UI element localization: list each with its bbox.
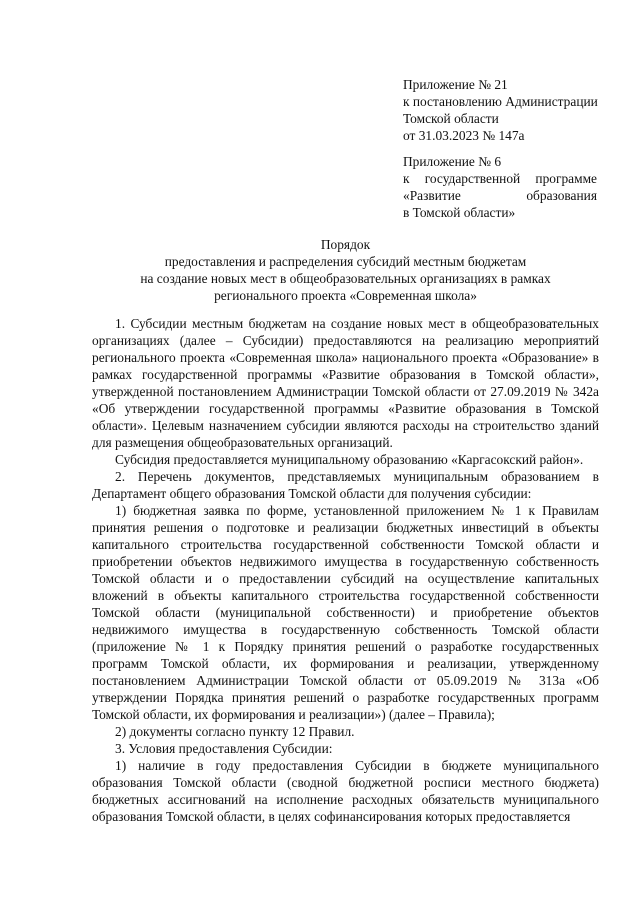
- paragraph-2-item-2: 2) документы согласно пункту 12 Правил.: [115, 724, 355, 739]
- paragraph-recipient: Субсидия предоставляется муниципальному образованию «Каргасокский район».: [115, 452, 584, 467]
- title-line-3: на создание новых мест в общеобразовательных организациях в рамках: [140, 271, 551, 286]
- title-line-4: регионального проекта «Современная школа»: [214, 288, 477, 303]
- appendix-21-block: [403, 76, 597, 144]
- appendix-21-resolution: к постановлению Администрации: [403, 94, 598, 109]
- title-line-2: предоставления и распределения субсидий местным бюджетам: [164, 254, 527, 269]
- paragraph-2-documents: 2. Перечень документов, представляемых муниципальным образованием в Департамент общего образования Томской области для получения субсидии:: [92, 469, 599, 501]
- appendix-6-title: Приложение № 6: [403, 154, 502, 169]
- appendix-21-region: Томской области: [403, 111, 499, 126]
- paragraph-1-subsidies: 1. Субсидии местным бюджетам на создание новых мест в общеобразовательных организациях (далее – Субсидии) предоставляются на реализацию мероприятий регионального проекта «Современная школа» национального проекта «Образование» в рамках государственной программы «Развитие образования в Томской области», утвержденной постановлением Администрации Томской области от 27.09.2019 № 342а «Об утверждении государственной программы «Развитие образования в Томской области». Целевым назначением субсидии являются расходы на строительство зданий для размещения общеобразовательных организаций.: [92, 316, 599, 450]
- document-title: [92, 236, 599, 304]
- appendix-21-date: от 31.03.2023 № 147а: [403, 128, 525, 143]
- paragraph-3-conditions: 3. Условия предоставления Субсидии:: [115, 741, 333, 756]
- paragraph-3-item-1: 1) наличие в году предоставления Субсидии в бюджете муниципального образования Томской области (сводной бюджетной росписи местного бюджета) бюджетных ассигнований на исполнение расходных обязательств муниципального образования Томской области, в целях софинансирования которых предоставляется: [92, 758, 599, 824]
- appendix-6-block: [403, 153, 597, 221]
- appendix-6-region: в Томской области»: [403, 205, 516, 220]
- appendix-21-title: Приложение № 21: [403, 77, 508, 92]
- title-line-1: Порядок: [320, 237, 371, 252]
- appendix-6-program: к государственной программе «Развитие образования: [403, 171, 597, 203]
- paragraph-2-item-1: 1) бюджетная заявка по форме, установленной приложением № 1 к Правилам принятия решения о подготовке и реализации бюджетных инвестиций в объекты капитального строительства государственной собственности Томской области и приобретении объектов недвижимого имущества в государственную собственность Томской области и о предоставлении субсидий на осуществление капитальных вложений в объекты капитального строительства государственной собственности Томской области (муниципальной собственности) и приобретение объектов недвижимого имущества в государственную собственность Томской области (приложение № 1 к Порядку принятия решений о разработке государственных программ Томской области, их формирования и реализации, утвержденному постановлением Администрации Томской области от 05.09.2019 № 313а «Об утверждении Порядка принятия решений о разработке государственных программ Томской области, их формирования и реализации») (далее – Правила);: [92, 503, 599, 722]
- document-body: [92, 315, 599, 825]
